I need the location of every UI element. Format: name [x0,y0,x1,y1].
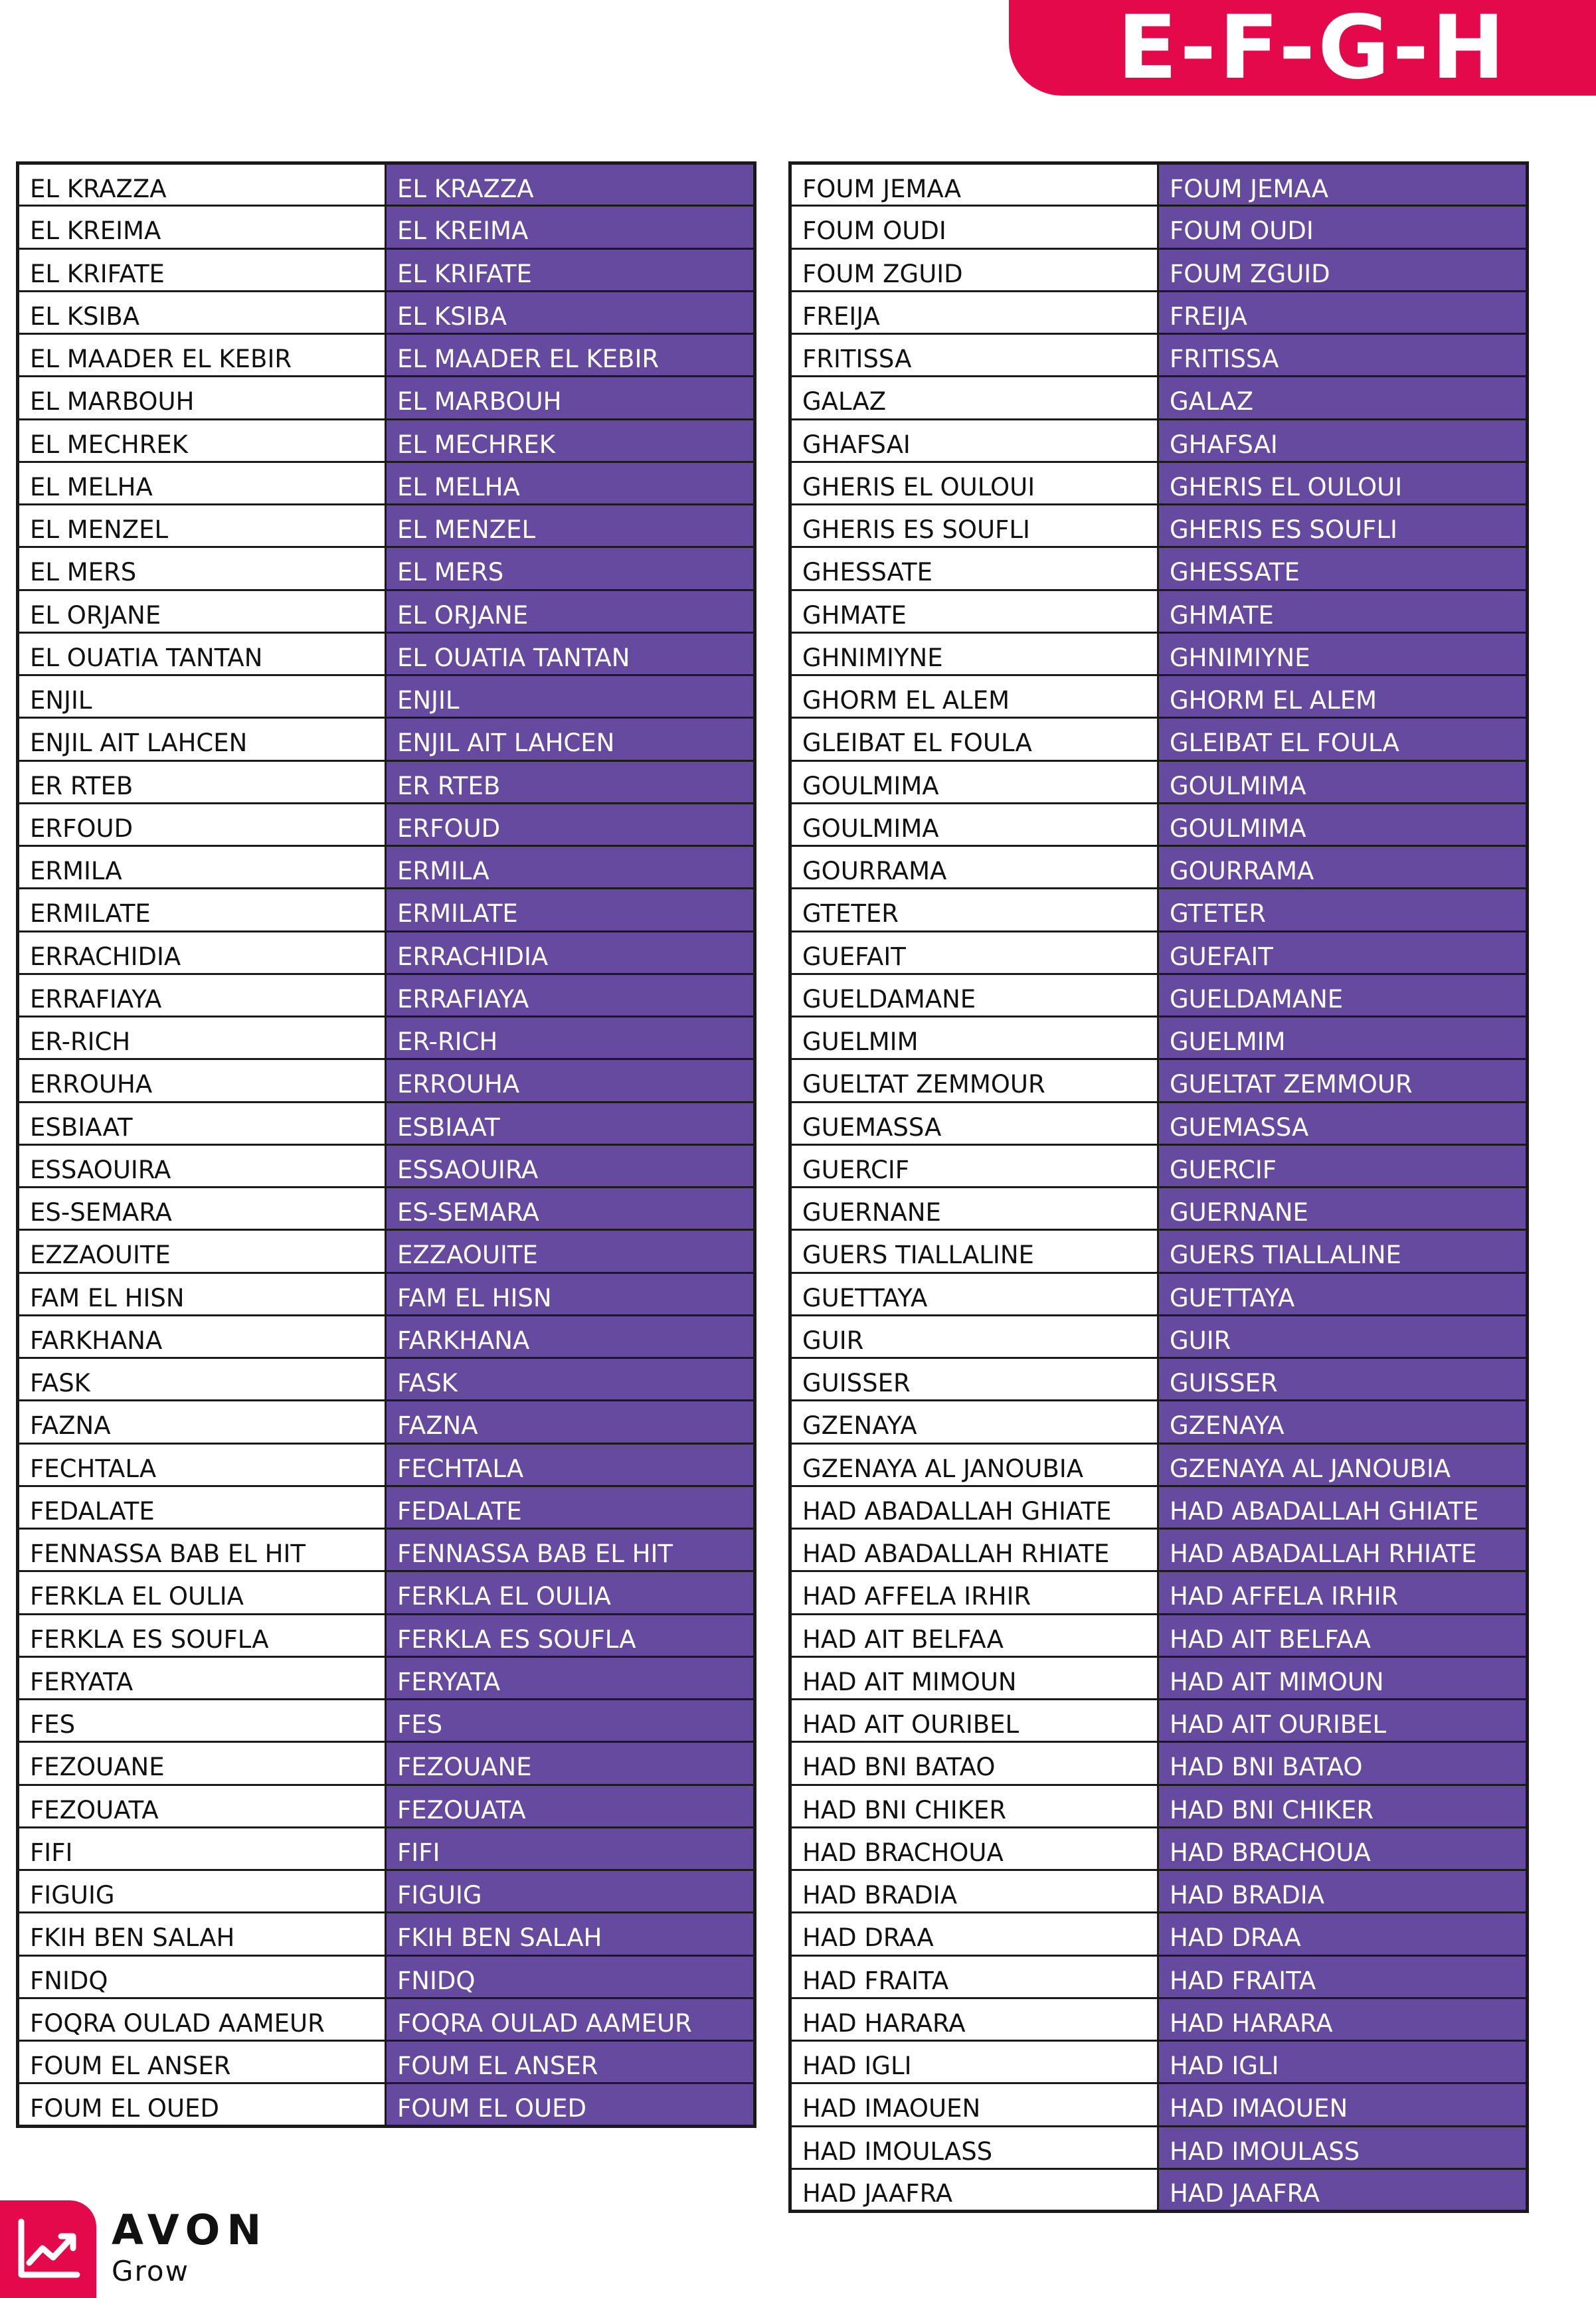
table-row [790,1401,1528,1443]
city-name-highlight-cell: HAD DRAA [1158,1913,1528,1955]
city-name-highlight-cell: EL MELHA [386,462,755,504]
city-name-cell: EL MELHA [18,462,386,504]
city-name-highlight-cell: FERKLA EL OULIA [386,1571,755,1614]
city-name-highlight-cell: GUEFAIT [1158,931,1528,974]
city-name-highlight-cell: ER RTEB [386,760,755,803]
table-row [18,1230,755,1273]
table-row [18,760,755,803]
table-row [18,1443,755,1486]
city-name-cell: ERMILA [18,846,386,889]
city-name-cell: EL KRAZZA [18,163,386,206]
city-name-highlight-cell: ERFOUD [386,803,755,845]
city-name-cell: HAD BRACHOUA [790,1827,1158,1870]
city-name-cell: GUETTAYA [790,1273,1158,1315]
city-name-highlight-cell: GUIR [1158,1315,1528,1358]
city-name-cell: GUISSER [790,1358,1158,1401]
table-row [790,2041,1528,2083]
city-name-highlight-cell: GHMATE [1158,590,1528,632]
table-row [790,1571,1528,1614]
city-name-cell: GUELDAMANE [790,974,1158,1016]
table-row [18,1529,755,1571]
city-name-highlight-cell: HAD ABADALLAH GHIATE [1158,1486,1528,1528]
city-name-cell: FAM EL HISN [18,1273,386,1315]
city-name-cell: EL MERS [18,547,386,590]
city-name-cell: GUERCIF [790,1144,1158,1187]
city-name-highlight-cell: FOQRA OULAD AAMEUR [386,1998,755,2040]
table-row [790,2168,1528,2211]
table-row [790,2126,1528,2168]
city-name-cell: GZENAYA [790,1401,1158,1443]
table-row [18,931,755,974]
table-row [18,1870,755,1913]
city-name-cell: HAD AFFELA IRHIR [790,1571,1158,1614]
table-row [18,675,755,718]
city-name-cell: FOUM OUDI [790,206,1158,248]
city-name-cell: GHERIS EL OULOUI [790,462,1158,504]
table-row [790,505,1528,547]
table-row [18,1827,755,1870]
brand-name: AVON [112,2206,268,2254]
city-name-highlight-cell: GOURRAMA [1158,846,1528,889]
city-name-cell: HAD FRAITA [790,1955,1158,1998]
table-row [790,1998,1528,2040]
table-row [18,334,755,377]
table-row [18,419,755,462]
city-name-highlight-cell: FOUM EL ANSER [386,2041,755,2083]
table-row [18,291,755,333]
city-name-cell: HAD BNI BATAO [790,1742,1158,1785]
city-name-cell: GOULMIMA [790,760,1158,803]
city-name-cell: FES [18,1700,386,1742]
city-name-highlight-cell: EL MECHREK [386,419,755,462]
city-name-cell: GLEIBAT EL FOULA [790,718,1158,760]
city-name-highlight-cell: EL MERS [386,547,755,590]
table-row [790,675,1528,718]
city-name-cell: ERROUHA [18,1059,386,1102]
table-row [18,1401,755,1443]
table-row [790,419,1528,462]
city-name-highlight-cell: FEDALATE [386,1486,755,1528]
city-name-highlight-cell: ERROUHA [386,1059,755,1102]
table-row [790,377,1528,419]
city-name-highlight-cell: EL OUATIA TANTAN [386,632,755,675]
city-name-highlight-cell: GHNIMIYNE [1158,632,1528,675]
city-name-cell: EL KREIMA [18,206,386,248]
city-name-highlight-cell: EL ORJANE [386,590,755,632]
table-row [18,718,755,760]
city-name-cell: EZZAOUITE [18,1230,386,1273]
city-name-highlight-cell: GUERCIF [1158,1144,1528,1187]
city-name-cell: FKIH BEN SALAH [18,1913,386,1955]
city-name-highlight-cell: HAD BRADIA [1158,1870,1528,1913]
city-name-cell: FNIDQ [18,1955,386,1998]
city-name-cell: FOUM JEMAA [790,163,1158,206]
city-name-cell: ESSAOUIRA [18,1144,386,1187]
city-name-cell: EL ORJANE [18,590,386,632]
city-name-cell: ER RTEB [18,760,386,803]
table-row [790,1827,1528,1870]
city-name-cell: GUELTAT ZEMMOUR [790,1059,1158,1102]
city-name-cell: ERFOUD [18,803,386,845]
city-name-highlight-cell: HAD FRAITA [1158,1955,1528,1998]
city-name-cell: ESBIAAT [18,1102,386,1144]
city-name-cell: ES-SEMARA [18,1188,386,1230]
city-name-highlight-cell: HAD ABADALLAH RHIATE [1158,1529,1528,1571]
city-name-highlight-cell: GHERIS EL OULOUI [1158,462,1528,504]
city-name-highlight-cell: HAD BNI BATAO [1158,1742,1528,1785]
city-name-highlight-cell: EL MARBOUH [386,377,755,419]
city-name-cell: FEDALATE [18,1486,386,1528]
city-name-cell: FERYATA [18,1656,386,1699]
city-name-highlight-cell: GHORM EL ALEM [1158,675,1528,718]
table-row [18,206,755,248]
city-name-highlight-cell: GHERIS ES SOUFLI [1158,505,1528,547]
city-name-highlight-cell: GLEIBAT EL FOULA [1158,718,1528,760]
city-name-cell: EL MECHREK [18,419,386,462]
city-name-cell: FRITISSA [790,334,1158,377]
city-name-highlight-cell: FIFI [386,1827,755,1870]
table-row [790,1017,1528,1059]
city-name-highlight-cell: GHESSATE [1158,547,1528,590]
cities-table-right [788,161,1529,2213]
city-name-highlight-cell: GUISSER [1158,1358,1528,1401]
city-name-cell: ENJIL [18,675,386,718]
city-name-highlight-cell: GUERNANE [1158,1188,1528,1230]
section-tab [1009,0,1596,99]
city-name-highlight-cell: FERKLA ES SOUFLA [386,1614,755,1656]
table-row [790,547,1528,590]
city-name-highlight-cell: EL KSIBA [386,291,755,333]
city-name-cell: GZENAYA AL JANOUBIA [790,1443,1158,1486]
city-name-cell: FIFI [18,1827,386,1870]
table-row [790,718,1528,760]
table-row [790,1955,1528,1998]
city-name-cell: GHESSATE [790,547,1158,590]
city-name-highlight-cell: EL MENZEL [386,505,755,547]
table-row [18,1656,755,1699]
city-name-cell: ER-RICH [18,1017,386,1059]
brand-subtitle: Grow [112,2255,189,2287]
city-name-highlight-cell: ESSAOUIRA [386,1144,755,1187]
city-name-highlight-cell: ESBIAAT [386,1102,755,1144]
city-name-highlight-cell: EL MAADER EL KEBIR [386,334,755,377]
city-name-cell: ERMILATE [18,889,386,931]
city-name-highlight-cell: GUELMIM [1158,1017,1528,1059]
city-name-highlight-cell: GUERS TIALLALINE [1158,1230,1528,1273]
city-name-cell: EL MARBOUH [18,377,386,419]
city-name-highlight-cell: HAD IGLI [1158,2041,1528,2083]
table-row [18,846,755,889]
city-name-highlight-cell: FIGUIG [386,1870,755,1913]
city-name-cell: FOQRA OULAD AAMEUR [18,1998,386,2040]
table-row [790,2083,1528,2126]
table-row [790,1230,1528,1273]
city-name-highlight-cell: GZENAYA AL JANOUBIA [1158,1443,1528,1486]
table-row [18,1571,755,1614]
table-row [18,590,755,632]
city-name-cell: GHMATE [790,590,1158,632]
city-name-cell: FOUM ZGUID [790,248,1158,291]
table-row [790,291,1528,333]
city-name-highlight-cell: ERMILATE [386,889,755,931]
city-name-cell: FARKHANA [18,1315,386,1358]
table-row [18,1188,755,1230]
table-row [18,1144,755,1187]
city-name-cell: GUELMIM [790,1017,1158,1059]
city-name-cell: HAD HARARA [790,1998,1158,2040]
city-name-cell: FEZOUANE [18,1742,386,1785]
table-row [18,1273,755,1315]
city-name-cell: EL MENZEL [18,505,386,547]
city-name-cell: ERRAFIAYA [18,974,386,1016]
city-name-cell: HAD IGLI [790,2041,1158,2083]
table-row [18,547,755,590]
city-name-cell: HAD IMAOUEN [790,2083,1158,2126]
city-name-highlight-cell: ERMILA [386,846,755,889]
table-row [790,1315,1528,1358]
table-row [18,2041,755,2083]
city-name-highlight-cell: FNIDQ [386,1955,755,1998]
table-row [18,1017,755,1059]
table-row [790,1529,1528,1571]
table-row [790,1443,1528,1486]
city-name-highlight-cell: ERRAFIAYA [386,974,755,1016]
city-name-highlight-cell: FREIJA [1158,291,1528,333]
table-row [18,1742,755,1785]
city-name-highlight-cell: HAD AIT BELFAA [1158,1614,1528,1656]
city-name-highlight-cell: FAZNA [386,1401,755,1443]
city-name-cell: GTETER [790,889,1158,931]
city-name-cell: ENJIL AIT LAHCEN [18,718,386,760]
table-row [790,632,1528,675]
table-row [790,1102,1528,1144]
table-row [18,163,755,206]
table-row [790,1144,1528,1187]
city-name-highlight-cell: GUETTAYA [1158,1273,1528,1315]
city-name-highlight-cell: FOUM EL OUED [386,2083,755,2126]
city-name-highlight-cell: FAM EL HISN [386,1273,755,1315]
city-name-highlight-cell: GUELTAT ZEMMOUR [1158,1059,1528,1102]
table-row [18,1486,755,1528]
city-name-highlight-cell: ENJIL AIT LAHCEN [386,718,755,760]
table-row [790,1870,1528,1913]
city-name-cell: EL OUATIA TANTAN [18,632,386,675]
city-name-cell: EL KSIBA [18,291,386,333]
city-name-cell: FASK [18,1358,386,1401]
city-name-highlight-cell: GHAFSAI [1158,419,1528,462]
city-name-cell: GHNIMIYNE [790,632,1158,675]
table-row [790,334,1528,377]
brand-logo [0,2200,266,2298]
city-name-highlight-cell: ER-RICH [386,1017,755,1059]
table-row [790,462,1528,504]
city-name-highlight-cell: EL KRIFATE [386,248,755,291]
city-name-cell: HAD JAAFRA [790,2168,1158,2211]
city-name-highlight-cell: GOULMIMA [1158,760,1528,803]
city-name-cell: HAD AIT MIMOUN [790,1656,1158,1699]
city-name-cell: GALAZ [790,377,1158,419]
city-name-highlight-cell: HAD HARARA [1158,1998,1528,2040]
city-name-cell: FOUM EL OUED [18,2083,386,2126]
city-name-highlight-cell: HAD IMAOUEN [1158,2083,1528,2126]
table-row [18,248,755,291]
city-name-cell: GUEFAIT [790,931,1158,974]
city-name-cell: HAD ABADALLAH RHIATE [790,1529,1158,1571]
table-row [790,206,1528,248]
table-row [18,377,755,419]
city-name-cell: HAD BRADIA [790,1870,1158,1913]
city-name-cell: GUERNANE [790,1188,1158,1230]
city-name-highlight-cell: FENNASSA BAB EL HIT [386,1529,755,1571]
city-name-cell: HAD AIT OURIBEL [790,1700,1158,1742]
city-name-highlight-cell: FOUM ZGUID [1158,248,1528,291]
city-name-cell: EL KRIFATE [18,248,386,291]
city-name-cell: GOULMIMA [790,803,1158,845]
city-name-highlight-cell: HAD JAAFRA [1158,2168,1528,2211]
city-name-highlight-cell: HAD AIT MIMOUN [1158,1656,1528,1699]
city-name-cell: HAD DRAA [790,1913,1158,1955]
city-name-highlight-cell: GOULMIMA [1158,803,1528,845]
city-name-cell: FOUM EL ANSER [18,2041,386,2083]
city-name-cell: HAD ABADALLAH GHIATE [790,1486,1158,1528]
table-row [790,590,1528,632]
city-name-cell: GHERIS ES SOUFLI [790,505,1158,547]
city-name-highlight-cell: FARKHANA [386,1315,755,1358]
table-row [18,632,755,675]
city-name-highlight-cell: HAD AFFELA IRHIR [1158,1571,1528,1614]
table-row [18,1785,755,1827]
city-name-cell: HAD IMOULASS [790,2126,1158,2168]
table-row [790,889,1528,931]
table-row [790,248,1528,291]
table-row [790,1358,1528,1401]
city-name-cell: ERRACHIDIA [18,931,386,974]
table-row [790,931,1528,974]
city-name-cell: FENNASSA BAB EL HIT [18,1529,386,1571]
table-row [18,1955,755,1998]
city-name-cell: EL MAADER EL KEBIR [18,334,386,377]
city-name-cell: GHORM EL ALEM [790,675,1158,718]
city-name-highlight-cell: GALAZ [1158,377,1528,419]
table-row [18,803,755,845]
city-name-cell: FECHTALA [18,1443,386,1486]
table-row [18,1614,755,1656]
section-title: E-F-G-H [1117,0,1508,99]
table-row [790,163,1528,206]
city-name-cell: FAZNA [18,1401,386,1443]
city-name-highlight-cell: GUELDAMANE [1158,974,1528,1016]
city-name-cell: FEZOUATA [18,1785,386,1827]
city-name-cell: FREIJA [790,291,1158,333]
city-name-cell: GHAFSAI [790,419,1158,462]
city-name-highlight-cell: FASK [386,1358,755,1401]
city-name-highlight-cell: GTETER [1158,889,1528,931]
table-row [18,505,755,547]
city-name-cell: FERKLA EL OULIA [18,1571,386,1614]
table-row [790,1188,1528,1230]
city-name-highlight-cell: GUEMASSA [1158,1102,1528,1144]
table-row [790,1059,1528,1102]
city-name-highlight-cell: ENJIL [386,675,755,718]
growth-chart-icon [0,2200,96,2298]
city-name-highlight-cell: FRITISSA [1158,334,1528,377]
city-name-highlight-cell: FES [386,1700,755,1742]
table-row [790,760,1528,803]
city-name-highlight-cell: EL KREIMA [386,206,755,248]
table-row [18,1358,755,1401]
table-row [18,1998,755,2040]
table-row [790,1273,1528,1315]
city-name-highlight-cell: HAD AIT OURIBEL [1158,1700,1528,1742]
table-row [18,889,755,931]
table-row [18,1059,755,1102]
city-name-cell: GUIR [790,1315,1158,1358]
city-name-highlight-cell: FEZOUANE [386,1742,755,1785]
city-name-cell: HAD AIT BELFAA [790,1614,1158,1656]
city-name-highlight-cell: EZZAOUITE [386,1230,755,1273]
city-name-highlight-cell: FERYATA [386,1656,755,1699]
table-row [790,1700,1528,1742]
table-row [790,1785,1528,1827]
table-row [790,1614,1528,1656]
city-name-highlight-cell: FKIH BEN SALAH [386,1913,755,1955]
table-row [18,1315,755,1358]
table-row [790,974,1528,1016]
cities-table-left [16,161,756,2128]
city-name-cell: HAD BNI CHIKER [790,1785,1158,1827]
city-name-cell: GOURRAMA [790,846,1158,889]
city-name-highlight-cell: FOUM JEMAA [1158,163,1528,206]
table-row [18,1913,755,1955]
city-name-highlight-cell: HAD IMOULASS [1158,2126,1528,2168]
table-row [18,1700,755,1742]
city-name-cell: GUERS TIALLALINE [790,1230,1158,1273]
city-name-cell: GUEMASSA [790,1102,1158,1144]
table-row [790,1913,1528,1955]
city-name-highlight-cell: GZENAYA [1158,1401,1528,1443]
table-row [790,803,1528,845]
city-name-highlight-cell: ERRACHIDIA [386,931,755,974]
city-name-highlight-cell: FEZOUATA [386,1785,755,1827]
city-name-highlight-cell: HAD BRACHOUA [1158,1827,1528,1870]
table-row [18,2083,755,2126]
city-name-highlight-cell: EL KRAZZA [386,163,755,206]
table-row [790,846,1528,889]
city-name-highlight-cell: ES-SEMARA [386,1188,755,1230]
table-row [18,974,755,1016]
city-name-cell: FERKLA ES SOUFLA [18,1614,386,1656]
city-name-cell: FIGUIG [18,1870,386,1913]
city-name-highlight-cell: HAD BNI CHIKER [1158,1785,1528,1827]
table-row [790,1486,1528,1528]
city-name-highlight-cell: FOUM OUDI [1158,206,1528,248]
city-name-highlight-cell: FECHTALA [386,1443,755,1486]
table-row [790,1742,1528,1785]
table-row [18,462,755,504]
table-row [18,1102,755,1144]
table-row [790,1656,1528,1699]
